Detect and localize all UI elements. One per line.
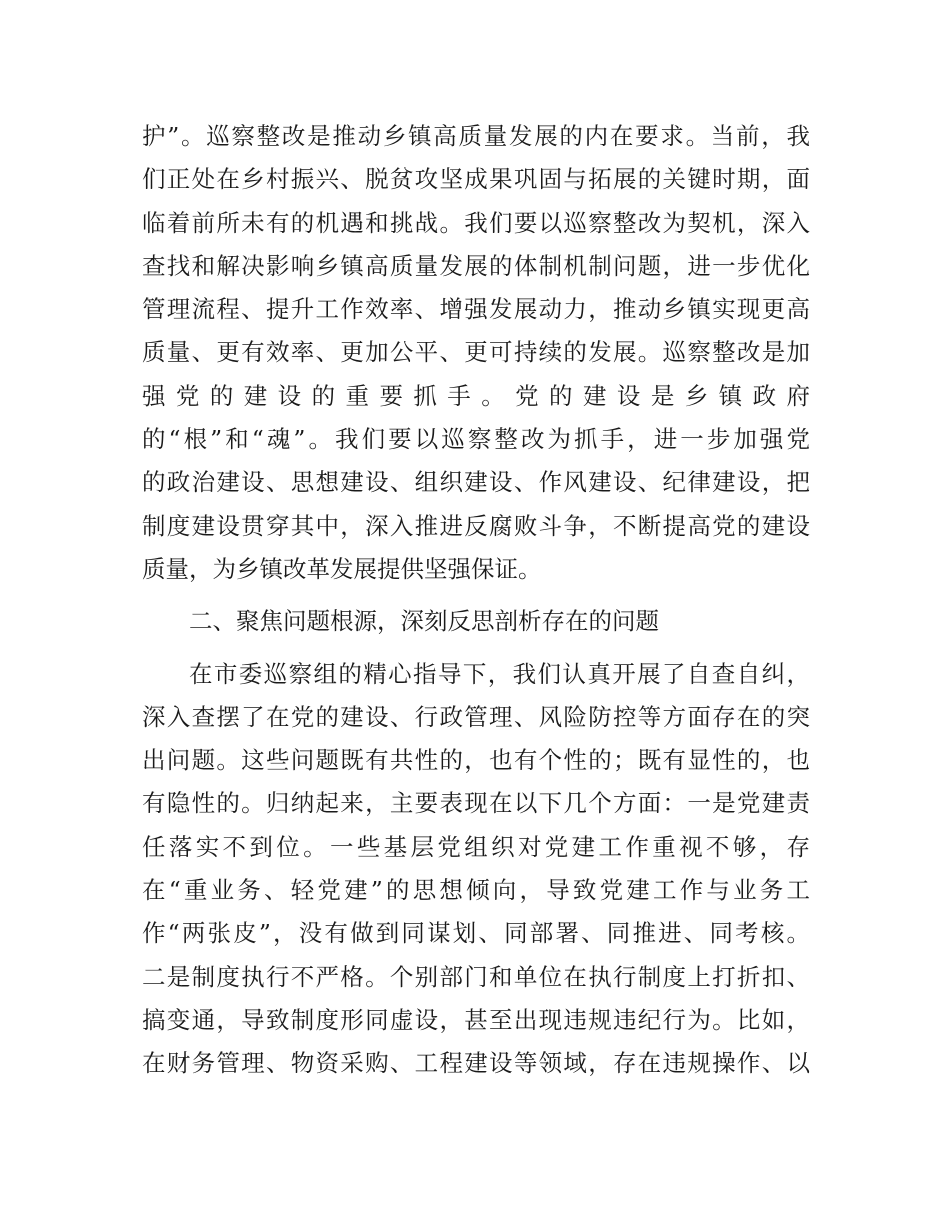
text-line: 二是制度执行不严格。个别部门和单位在执行制度上打折扣、 xyxy=(142,962,810,991)
heading-line: 二、聚焦问题根源，深刻反思剖析存在的问题 xyxy=(189,607,659,636)
text-line: 的政治建设、思想建设、组织建设、作风建设、纪律建设，把 xyxy=(142,468,810,497)
paragraph xyxy=(142,653,810,1086)
section-heading xyxy=(142,600,810,643)
text-line: 作“两张皮”，没有做到同谋划、同部署、同推进、同考核。 xyxy=(142,919,810,948)
text-line: 有隐性的。归纳起来，主要表现在以下几个方面：一是党建责 xyxy=(142,789,810,818)
text-line: 强党的建设的重要抓手。党的建设是乡镇政府 xyxy=(142,381,810,410)
text-line: 临着前所未有的机遇和挑战。我们要以巡察整改为契机，深入 xyxy=(142,208,810,237)
text-line: 搞变通，导致制度形同虚设，甚至出现违规违纪行为。比如， xyxy=(142,1005,810,1034)
text-line: 出问题。这些问题既有共性的，也有个性的；既有显性的，也 xyxy=(142,746,810,775)
text-line: 们正处在乡村振兴、脱贫攻坚成果巩固与拓展的关键时期，面 xyxy=(142,165,810,194)
paragraph xyxy=(142,115,810,591)
paragraph-gap xyxy=(142,591,810,600)
text-line: 在“重业务、轻党建”的思想倾向，导致党建工作与业务工 xyxy=(142,876,810,905)
text-line: 管理流程、提升工作效率、增强发展动力，推动乡镇实现更高 xyxy=(142,295,810,324)
text-line: 质量，为乡镇改革发展提供坚强保证。 xyxy=(142,554,542,583)
text-line: 查找和解决影响乡镇高质量发展的体制机制问题，进一步优化 xyxy=(142,251,810,280)
text-line: 护”。巡察整改是推动乡镇高质量发展的内在要求。当前，我 xyxy=(142,122,810,150)
text-line: 任落实不到位。一些基层党组织对党建工作重视不够，存 xyxy=(142,832,810,861)
text-line: 深入查摆了在党的建设、行政管理、风险防控等方面存在的突 xyxy=(142,702,810,731)
text-line: 质量、更有效率、更加公平、更可持续的发展。巡察整改是加 xyxy=(142,338,810,367)
text-line: 在财务管理、物资采购、工程建设等领域，存在违规操作、以 xyxy=(142,1049,810,1078)
document-body xyxy=(142,115,810,1086)
text-line: 制度建设贯穿其中，深入推进反腐败斗争，不断提高党的建设 xyxy=(142,511,810,540)
text-line: 在市委巡察组的精心指导下，我们认真开展了自查自纠， xyxy=(189,659,810,688)
paragraph-gap xyxy=(142,644,810,653)
text-line: 的“根”和“魂”。我们要以巡察整改为抓手，进一步加强党 xyxy=(142,425,810,454)
